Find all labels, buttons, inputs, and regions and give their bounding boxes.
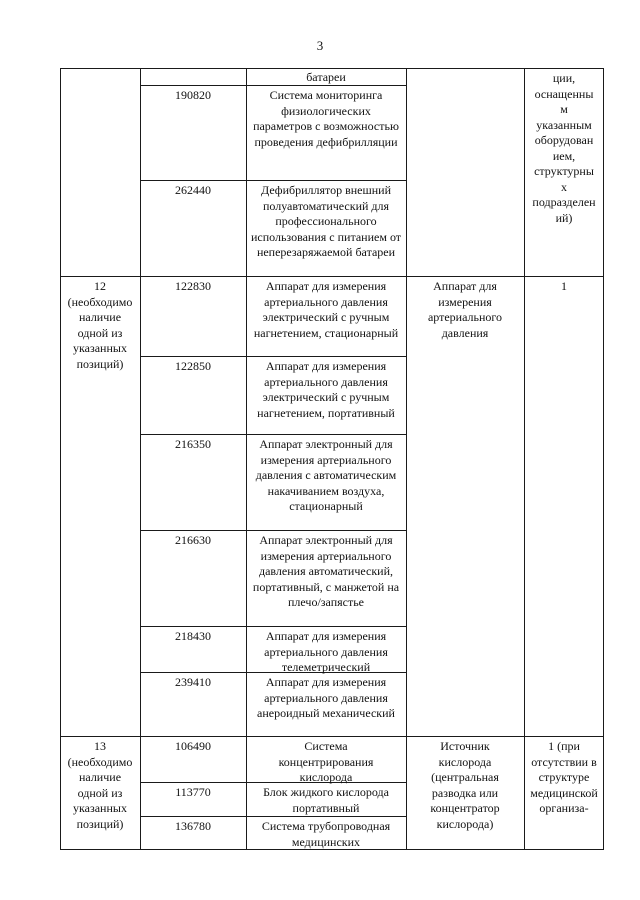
table-cell-name: Аппарат для измерения артериального давления телеметрический <box>264 629 388 674</box>
table-cell-name: Аппарат для измерения артериального давления электрический с ручным нагнетением, стационарный <box>253 279 399 340</box>
row-divider <box>140 530 406 531</box>
row-divider <box>140 180 406 181</box>
table-cell-quantity: 1 (при отсутствии в структуре медицинской организа- <box>530 739 598 815</box>
table-cell-code: 216630 <box>175 533 211 547</box>
row-divider <box>140 626 406 627</box>
row-divider <box>140 356 406 357</box>
group-label-13: 13 (необходимо наличие одной из указанных позиций) <box>67 739 133 831</box>
row-divider <box>140 816 406 817</box>
table-cell-quantity: 1 <box>561 279 567 293</box>
table-cell-code: 190820 <box>175 88 211 102</box>
table-cell-name: Система трубопроводная медицинских <box>261 819 391 849</box>
table-cell-code: 106490 <box>175 739 211 753</box>
table-cell-code: 122850 <box>175 359 211 373</box>
table-cell-code: 122830 <box>175 279 211 293</box>
table-border-col2 <box>246 68 247 850</box>
table-cell-code: 218430 <box>175 629 211 643</box>
table-cell-code: 136780 <box>175 819 211 833</box>
group-divider <box>60 736 604 737</box>
table-cell-code: 113770 <box>175 785 211 799</box>
table-cell-quantity: ции, оснащенным указанным оборудованием, структурных подразделений) <box>532 71 596 225</box>
table-cell-name: Система концентрирования кислорода <box>278 739 374 784</box>
table-cell-code: 262440 <box>175 183 211 197</box>
equipment-table <box>60 68 604 850</box>
table-cell-name: Аппарат электронный для измерения артериального давления с автоматическим накачиванием воздуха, стационарный <box>255 437 397 513</box>
table-cell-name: Система мониторинга физиологических параметров с возможностью проведения дефибрилляции <box>253 88 399 149</box>
table-border-right <box>603 68 604 850</box>
page-number: 3 <box>316 38 324 53</box>
table-cell-name: Аппарат электронный для измерения артериального давления автоматический, портативный, с манжетой на плечо/запястье <box>252 533 400 609</box>
table-cell-name: Блок жидкого кислорода портативный <box>263 785 389 815</box>
row-divider <box>140 434 406 435</box>
table-cell-name: Аппарат для измерения артериального давления анероидный механический <box>257 675 395 720</box>
group-divider <box>60 276 604 277</box>
table-border-top <box>60 68 604 69</box>
group-label-12: 12 (необходимо наличие одной из указанных позиций) <box>67 279 133 371</box>
table-cell-category: Источник кислорода (центральная разводка или концентратор кислорода) <box>430 739 500 831</box>
table-cell-name: Дефибриллятор внешний полуавтоматический для профессионального использования с питанием от неперезаряжаемой батареи <box>250 183 402 259</box>
table-cell-code: 239410 <box>175 675 211 689</box>
table-cell-name: Аппарат для измерения артериального давления электрический с ручным нагнетением, портативный <box>257 359 395 420</box>
table-border-left <box>60 68 61 850</box>
table-cell-name: батареи <box>306 70 346 84</box>
table-cell-category: Аппарат для измерения артериального давления <box>427 279 503 340</box>
table-border-col4 <box>524 68 525 850</box>
table-border-col3 <box>406 68 407 850</box>
table-cell-code: 216350 <box>175 437 211 451</box>
